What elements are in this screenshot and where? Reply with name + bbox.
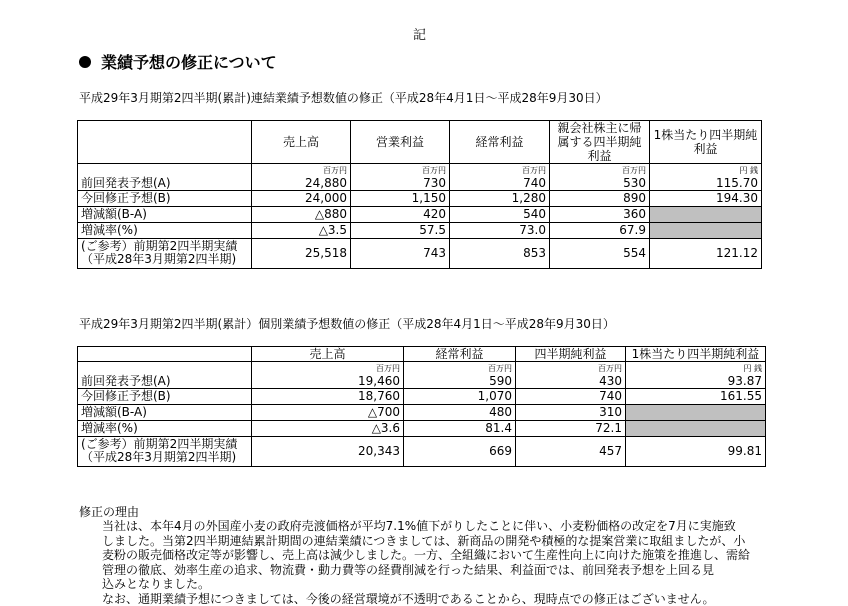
- value-cell: 730: [351, 176, 450, 191]
- value-cell: 1,150: [351, 190, 450, 206]
- reason-line: 管理の徹底、効率生産の追求、物流費・動力費等の経費削減を行った結果、利益面では、前回発表予想を上回る見: [102, 563, 772, 578]
- value-cell: 420: [351, 206, 450, 222]
- row-label: 前回発表予想(A): [78, 374, 252, 389]
- value-cell: 25,518: [252, 238, 351, 268]
- ki-mark: 記: [413, 24, 426, 43]
- value-cell: 740: [516, 388, 626, 404]
- corner-cell: [78, 347, 252, 362]
- consolidated-forecast-table: [77, 120, 762, 269]
- reason-title: 修正の理由: [79, 503, 139, 520]
- header-cell: 1株当たり四半期純利益: [650, 121, 762, 164]
- value-cell: 161.55: [626, 388, 766, 404]
- section-title-text: 業績予想の修正について: [101, 53, 277, 72]
- unit-cell: 百万円: [404, 362, 516, 374]
- reason-line: しました。当第2四半期連結累計期間の連結業績につきましては、新商品の開発や積極的な提案営業に取組ましたが、小: [102, 534, 772, 549]
- table-row: [78, 388, 766, 404]
- section-title: [79, 50, 277, 73]
- value-cell: 194.30: [650, 190, 762, 206]
- value-cell: 20,343: [252, 436, 404, 466]
- value-cell: 669: [404, 436, 516, 466]
- table-row: [78, 176, 762, 191]
- row-label: 増減率(%): [78, 420, 252, 436]
- row-label: 増減額(B-A): [78, 404, 252, 420]
- table-row: [78, 222, 762, 238]
- row-label: 前回発表予想(A): [78, 176, 252, 191]
- corner-cell: [78, 121, 252, 164]
- value-cell: 115.70: [650, 176, 762, 191]
- bullet-icon: [79, 56, 91, 68]
- unit-label-empty: [78, 362, 252, 374]
- header-cell: 経常利益: [404, 347, 516, 362]
- value-cell: 93.87: [626, 374, 766, 389]
- value-cell: 73.0: [450, 222, 550, 238]
- value-cell: △3.5: [252, 222, 351, 238]
- reason-line: 込みとなりました。: [102, 577, 772, 592]
- value-cell: △700: [252, 404, 404, 420]
- row-label: 増減率(%): [78, 222, 252, 238]
- header-cell: 1株当たり四半期純利益: [626, 347, 766, 362]
- blank-gray-cell: [626, 404, 766, 420]
- reason-line: なお、通期業績予想につきましては、今後の経営環境が不透明であることから、現時点での修正はございません。: [102, 592, 772, 606]
- reference-label-line: (ご参考）前期第2四半期実績: [81, 240, 248, 253]
- unit-cell: 円 銭: [626, 362, 766, 374]
- value-cell: 743: [351, 238, 450, 268]
- header-cell: 経常利益: [450, 121, 550, 164]
- value-cell: 1,070: [404, 388, 516, 404]
- value-cell: 457: [516, 436, 626, 466]
- value-cell: 81.4: [404, 420, 516, 436]
- value-cell: 480: [404, 404, 516, 420]
- value-cell: 430: [516, 374, 626, 389]
- blank-gray-cell: [650, 206, 762, 222]
- unit-cell: 円 銭: [650, 164, 762, 176]
- table-row: [78, 436, 766, 466]
- row-label: 増減額(B-A): [78, 206, 252, 222]
- row-label: 今回修正予想(B): [78, 388, 252, 404]
- table2-caption: 平成29年3月期第2四半期(累計）個別業績予想数値の修正（平成28年4月1日～平成28年9月30日）: [79, 315, 615, 332]
- blank-gray-cell: [650, 222, 762, 238]
- value-cell: 1,280: [450, 190, 550, 206]
- unit-label-empty: [78, 164, 252, 176]
- value-cell: 19,460: [252, 374, 404, 389]
- blank-gray-cell: [626, 420, 766, 436]
- value-cell: 99.81: [626, 436, 766, 466]
- table-row: [78, 420, 766, 436]
- unit-cell: 百万円: [351, 164, 450, 176]
- reason-line: 当社は、本年4月の外国産小麦の政府売渡価格が平均7.1%値下がりしたことに伴い、小麦粉価格の改定を7月に実施致: [102, 519, 772, 534]
- value-cell: 540: [450, 206, 550, 222]
- table-row: [78, 374, 766, 389]
- value-cell: 530: [550, 176, 650, 191]
- table-row: [78, 190, 762, 206]
- reason-paragraph: [102, 519, 772, 606]
- header-cell: 親会社株主に帰属する四半期純利益: [550, 121, 650, 164]
- standalone-forecast-table: [77, 346, 766, 467]
- unit-cell: 百万円: [252, 164, 351, 176]
- reason-line: 麦粉の販売価格改定等が影響し、売上高は減少しました。一方、全組織において生産性向上に向けた施策を推進し、需給: [102, 548, 772, 563]
- value-cell: △880: [252, 206, 351, 222]
- reference-label: [78, 238, 252, 268]
- header-cell: 売上高: [252, 121, 351, 164]
- table-row: [78, 404, 766, 420]
- header-cell: 営業利益: [351, 121, 450, 164]
- value-cell: 24,000: [252, 190, 351, 206]
- value-cell: 72.1: [516, 420, 626, 436]
- value-cell: 18,760: [252, 388, 404, 404]
- reference-label-line: (ご参考）前期第2四半期実績: [81, 438, 248, 451]
- value-cell: 853: [450, 238, 550, 268]
- unit-cell: 百万円: [516, 362, 626, 374]
- value-cell: △3.6: [252, 420, 404, 436]
- value-cell: 890: [550, 190, 650, 206]
- unit-cell: 百万円: [450, 164, 550, 176]
- table-row: [78, 238, 762, 268]
- value-cell: 360: [550, 206, 650, 222]
- table1-caption: 平成29年3月期第2四半期(累計)連結業績予想数値の修正（平成28年4月1日～平成28年9月30日）: [79, 89, 608, 106]
- value-cell: 590: [404, 374, 516, 389]
- value-cell: 24,880: [252, 176, 351, 191]
- table-row: [78, 206, 762, 222]
- header-cell: 売上高: [252, 347, 404, 362]
- header-cell: 四半期純利益: [516, 347, 626, 362]
- value-cell: 554: [550, 238, 650, 268]
- value-cell: 740: [450, 176, 550, 191]
- row-label: 今回修正予想(B): [78, 190, 252, 206]
- value-cell: 310: [516, 404, 626, 420]
- reference-label-line: （平成28年3月期第2四半期): [81, 451, 248, 464]
- value-cell: 121.12: [650, 238, 762, 268]
- unit-cell: 百万円: [550, 164, 650, 176]
- value-cell: 57.5: [351, 222, 450, 238]
- reference-label: [78, 436, 252, 466]
- value-cell: 67.9: [550, 222, 650, 238]
- reference-label-line: （平成28年3月期第2四半期): [81, 253, 248, 266]
- unit-cell: 百万円: [252, 362, 404, 374]
